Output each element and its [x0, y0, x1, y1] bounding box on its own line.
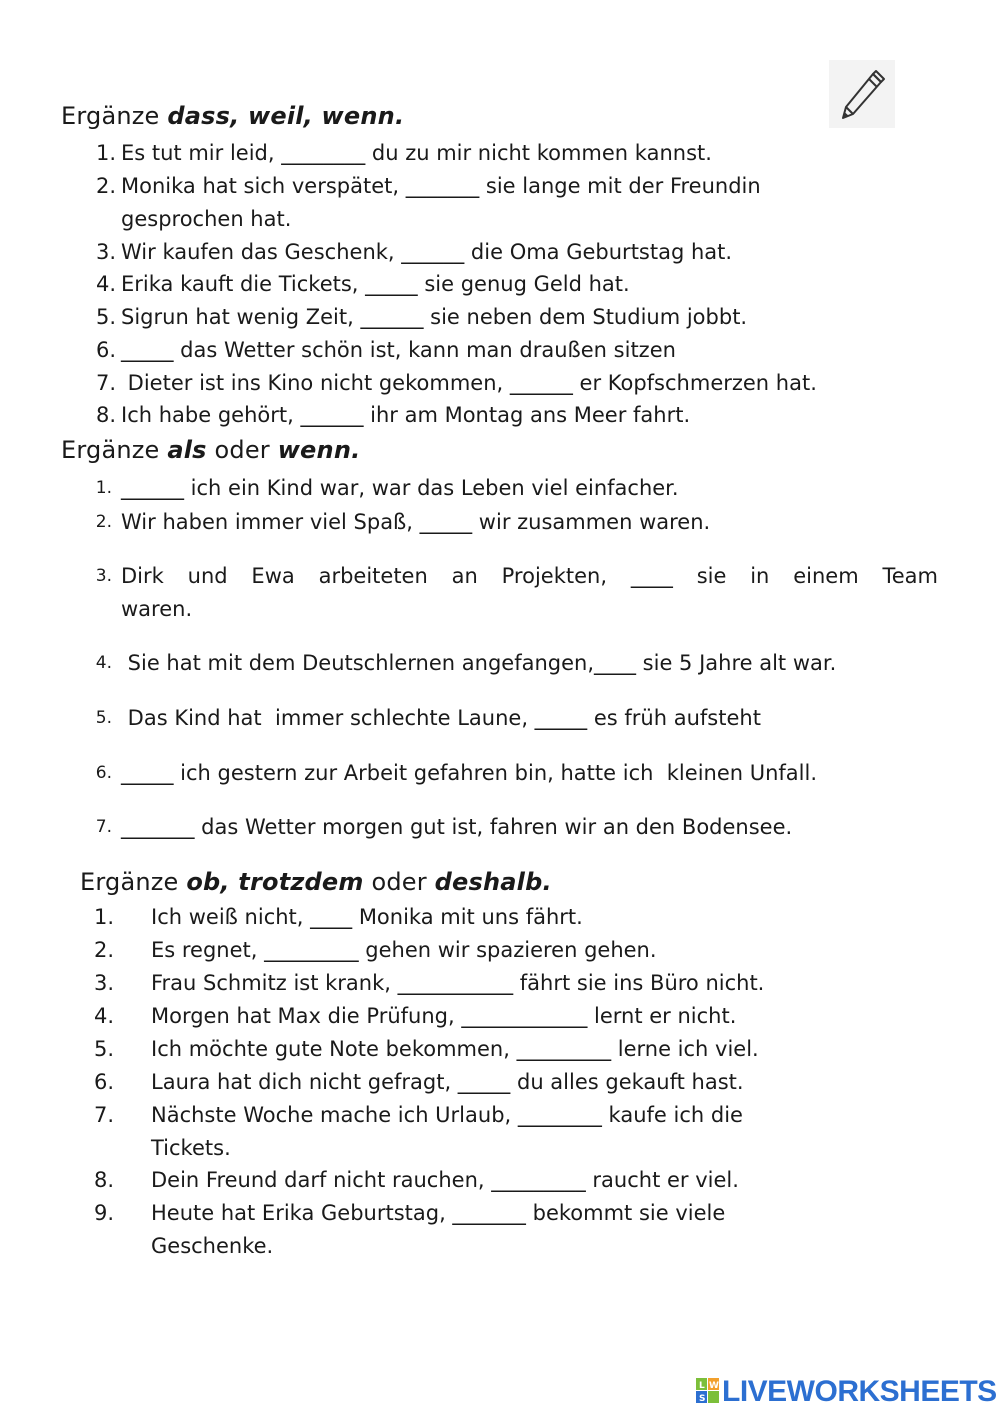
item-text: Dein Freund darf nicht rauchen, _________ raucht er viel. — [151, 1168, 739, 1192]
item-number: 6. — [95, 338, 116, 362]
item-text: _____ das Wetter schön ist, kann man draußen sitzen — [121, 338, 676, 362]
item-number: 2. — [95, 512, 112, 532]
item-text: Sigrun hat wenig Zeit, ______ sie neben dem Studium jobbt. — [121, 305, 748, 329]
item-number: 5. — [95, 305, 116, 329]
item-number: 1. — [95, 478, 112, 498]
item-text: Monika hat sich verspätet, _______ sie lange mit der Freundin — [121, 174, 761, 198]
item-number: 8. — [95, 403, 116, 427]
section-1-heading — [61, 102, 404, 130]
heading-prefix: Ergänze — [61, 102, 168, 130]
heading-middle: oder — [206, 436, 278, 464]
item-text: Frau Schmitz ist krank, ___________ fährt sie ins Büro nicht. — [151, 971, 765, 995]
item-number: 3. — [95, 566, 112, 586]
heading-keyword-1: als — [167, 436, 207, 464]
heading-prefix: Ergänze — [80, 868, 187, 896]
item-text: Dieter ist ins Kino nicht gekommen, ______ er Kopfschmerzen hat. — [121, 371, 817, 395]
heading-keywords: dass, weil, wenn. — [167, 102, 405, 130]
item-number: 7. — [93, 1103, 114, 1127]
item-text-continued: Tickets. — [151, 1136, 231, 1160]
item-text: Ich möchte gute Note bekommen, _________ lerne ich viel. — [151, 1037, 759, 1061]
item-number: 5. — [95, 708, 112, 728]
item-number: 4. — [95, 272, 116, 296]
brand-name: LIVEWORKSHEETS — [722, 1375, 997, 1408]
heading-middle: oder — [363, 868, 435, 896]
item-text: Ich habe gehört, ______ ihr am Montag ans Meer fahrt. — [121, 403, 691, 427]
item-text-continued: gesprochen hat. — [121, 207, 292, 231]
heading-prefix: Ergänze — [61, 436, 168, 464]
item-text: Morgen hat Max die Prüfung, ____________ lernt er nicht. — [151, 1004, 737, 1028]
item-number: 3. — [95, 240, 116, 264]
item-number: 9. — [93, 1201, 114, 1225]
item-text: _______ das Wetter morgen gut ist, fahren wir an den Bodensee. — [121, 815, 793, 839]
liveworksheets-brand[interactable] — [696, 1372, 996, 1412]
item-text: Laura hat dich nicht gefragt, _____ du alles gekauft hast. — [151, 1070, 744, 1094]
item-text: Wir kaufen das Geschenk, ______ die Oma Geburtstag hat. — [121, 240, 733, 264]
logo-letter-w: W — [709, 1381, 719, 1391]
item-number: 2. — [93, 938, 114, 962]
item-text: Es tut mir leid, ________ du zu mir nicht kommen kannst. — [121, 141, 712, 165]
item-number: 1. — [95, 141, 116, 165]
liveworksheets-logo-icon — [696, 1378, 720, 1404]
heading-keyword-2: deshalb. — [434, 868, 552, 896]
item-number: 8. — [93, 1168, 114, 1192]
item-text: Nächste Woche mache ich Urlaub, ________ kaufe ich die — [151, 1103, 743, 1127]
item-number: 5. — [93, 1037, 114, 1061]
heading-keyword-1: ob, trotzdem — [186, 868, 364, 896]
item-number: 6. — [95, 763, 112, 783]
pencil-icon — [829, 60, 895, 128]
item-text: Heute hat Erika Geburtstag, _______ bekommt sie viele — [151, 1201, 726, 1225]
logo-letter-s: S — [699, 1394, 706, 1404]
item-number: 6. — [93, 1070, 114, 1094]
item-number: 1. — [93, 905, 114, 929]
item-text: Dirk und Ewa arbeiteten an Projekten, ____ sie in einem Team — [121, 564, 938, 588]
item-text: Erika kauft die Tickets, _____ sie genug Geld hat. — [121, 272, 630, 296]
item-text-continued: Geschenke. — [151, 1234, 274, 1258]
item-number: 4. — [95, 653, 112, 673]
heading-keyword-2: wenn. — [277, 436, 361, 464]
item-text: Ich weiß nicht, ____ Monika mit uns fährt. — [151, 905, 583, 929]
item-text-continued: waren. — [121, 597, 193, 621]
item-number: 2. — [95, 174, 116, 198]
item-text: Das Kind hat immer schlechte Laune, _____ es früh aufsteht — [121, 706, 761, 730]
item-text: Sie hat mit dem Deutschlernen angefangen,____ sie 5 Jahre alt war. — [121, 651, 837, 675]
item-number: 4. — [93, 1004, 114, 1028]
item-text: _____ ich gestern zur Arbeit gefahren bin, hatte ich kleinen Unfall. — [121, 761, 818, 785]
item-text: Wir haben immer viel Spaß, _____ wir zusammen waren. — [121, 510, 711, 534]
item-number: 7. — [95, 817, 112, 837]
item-text: ______ ich ein Kind war, war das Leben viel einfacher. — [121, 476, 679, 500]
item-number: 3. — [93, 971, 114, 995]
section-2-heading — [61, 436, 360, 464]
logo-letter-l: L — [699, 1381, 705, 1391]
section-3-heading — [80, 868, 552, 896]
item-number: 7. — [95, 371, 116, 395]
item-text: Es regnet, _________ gehen wir spazieren gehen. — [151, 938, 657, 962]
